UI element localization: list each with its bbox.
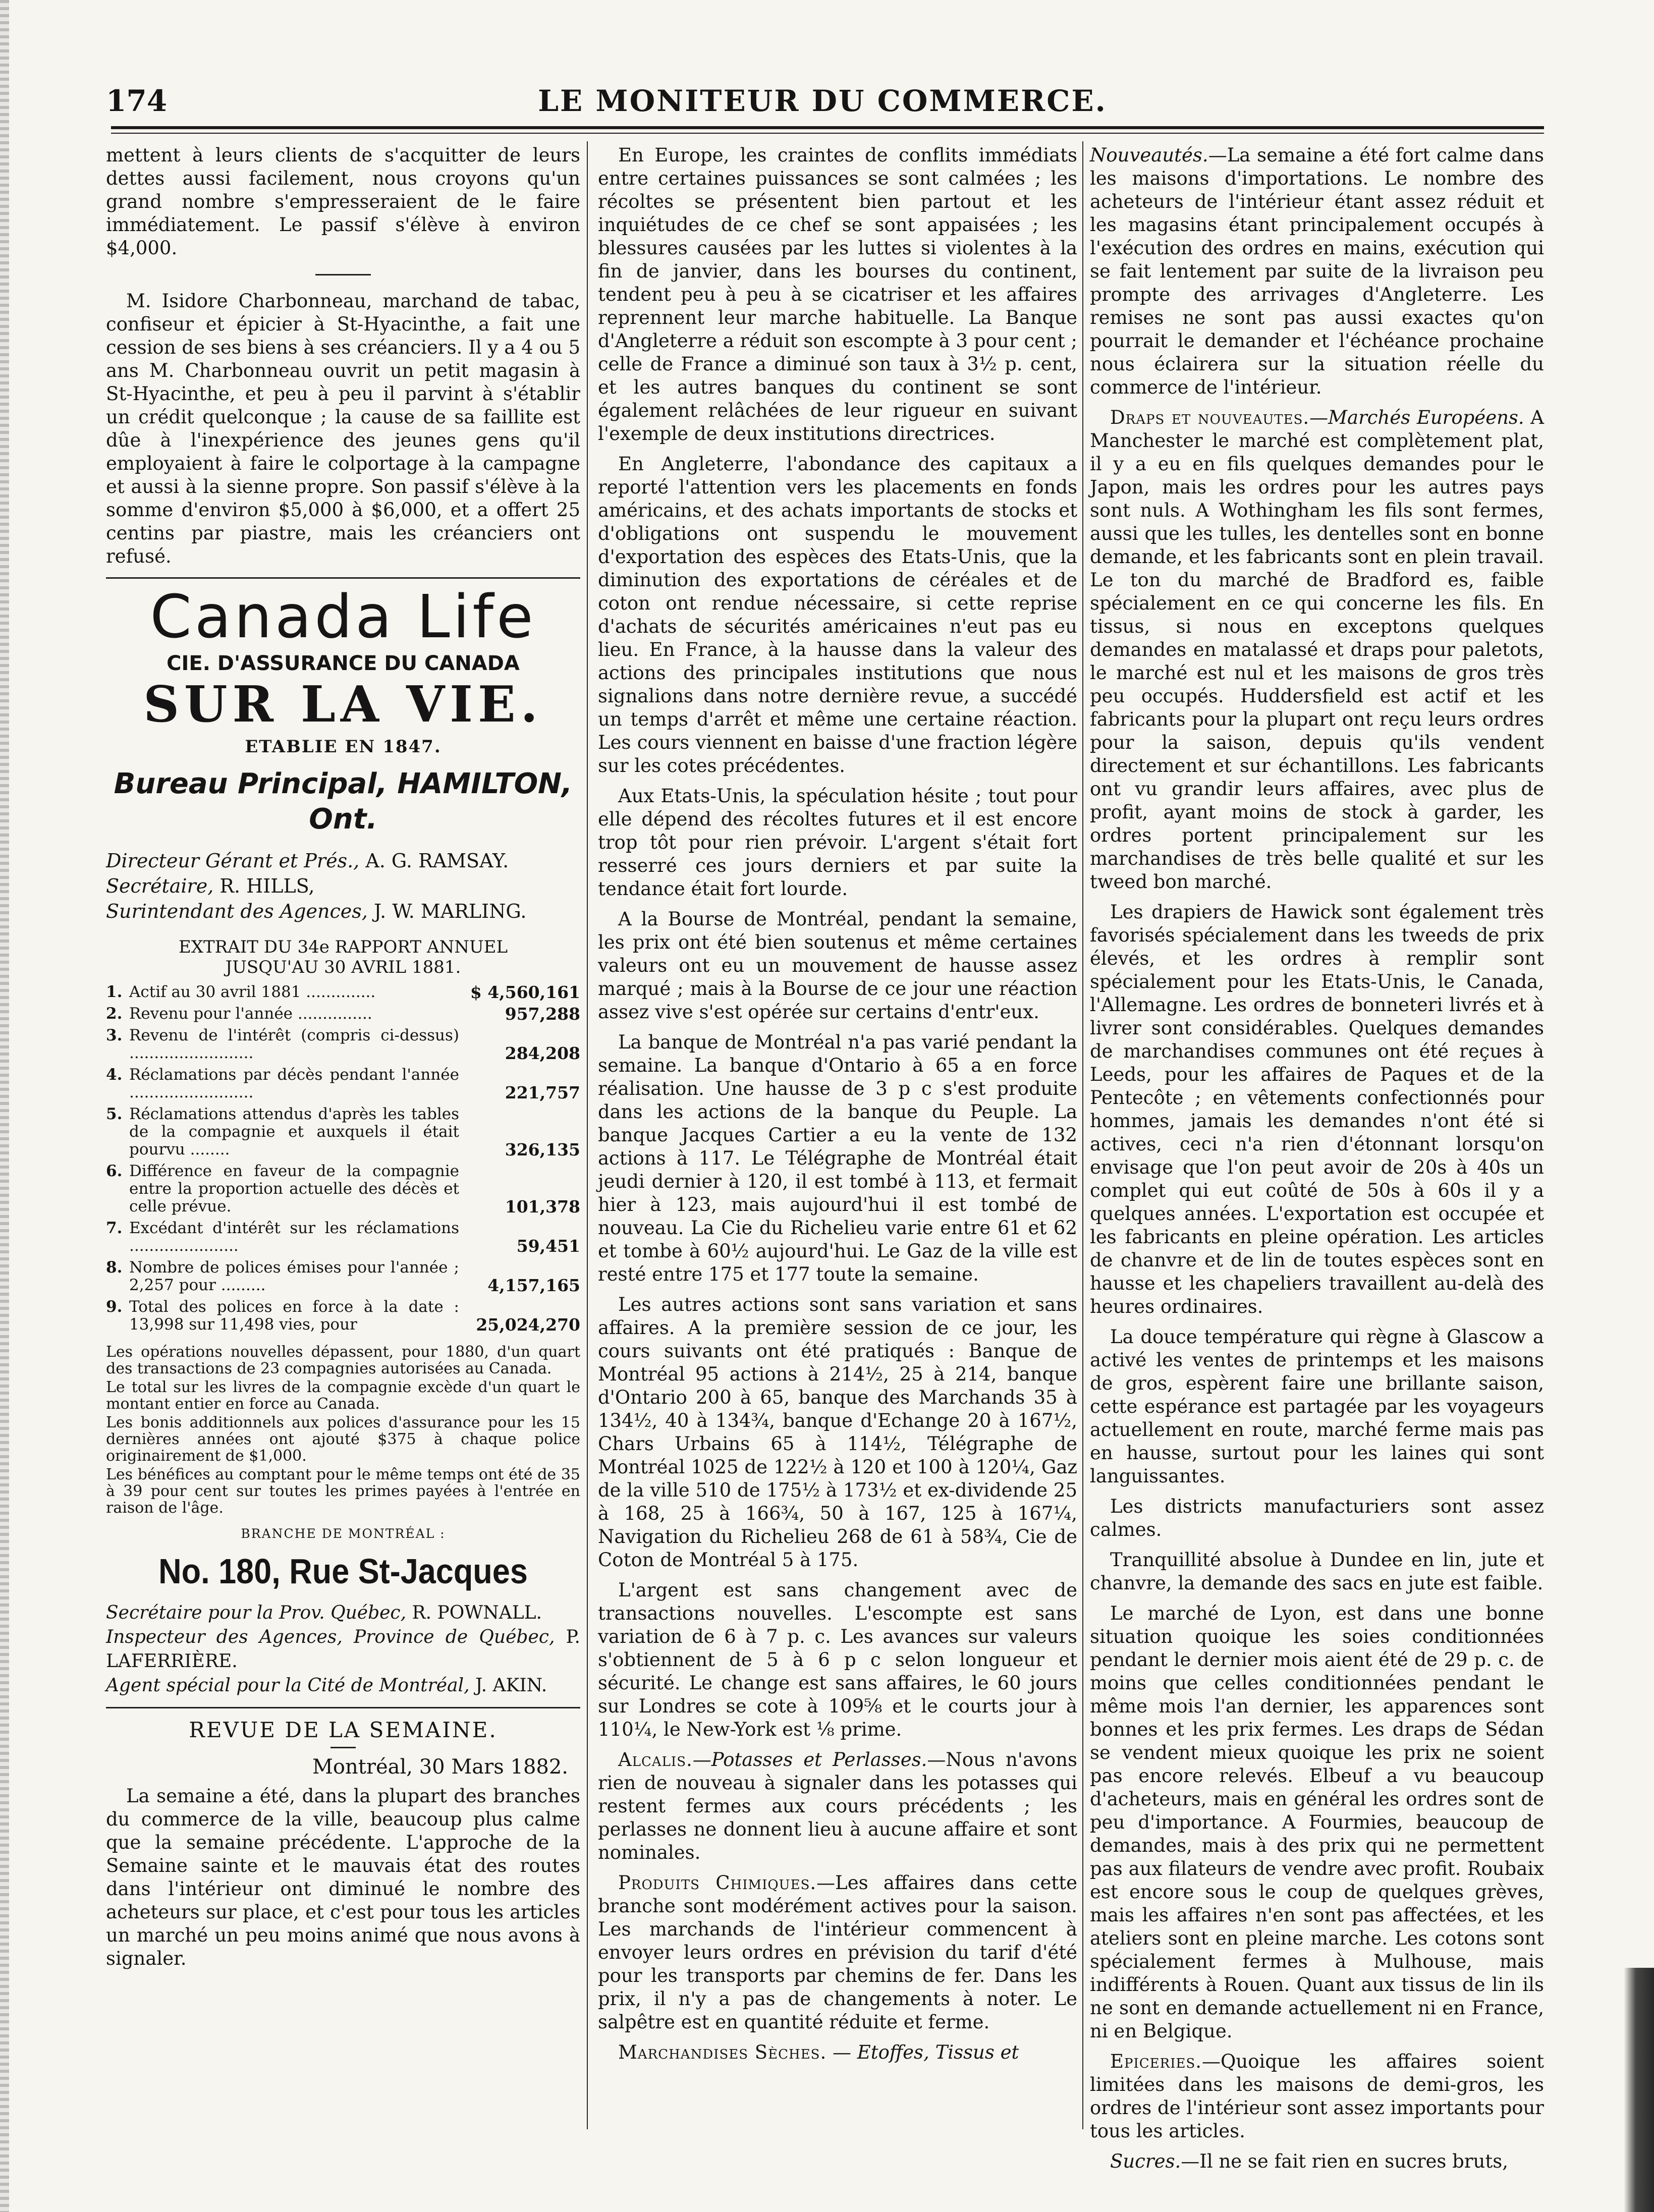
ad-bottom-rule bbox=[106, 1707, 580, 1708]
paragraph: Alcalis.—Potasses et Perlasses.—Nous n'avons rien de nouveau à signaler dans les potasses qui restent fermes aux cours précédents ; les perlasses ne donnent lieu à aucune affaire et sont nominales. bbox=[598, 1749, 1077, 1863]
report-row bbox=[106, 1162, 580, 1219]
paragraph: Tranquillité absolue à Dundee en lin, jute et chanvre, la demande des sacs en jute est faible. bbox=[1090, 1549, 1544, 1594]
paragraph: Produits Chimiques.—Les affaires dans cette branche sont modérément actives pour la saison. Les marchands de l'intérieur commencent à envoyer leurs ordres en prévision du tarif d'été pour les transports par chemins de fer. Dans les prix, il n'y a pas de changements à noter. Le salpêtre est en quantité réduite et ferme. bbox=[598, 1872, 1077, 2033]
report-row-value: $ 4,560,161 bbox=[470, 982, 580, 1002]
paragraph: Les drapiers de Hawick sont également très favorisés spécialement dans les tweeds de prix élevés, et les ordres à remplir sont spécialement pour les Etats-Unis, le Canada, l'Allemagne. Les ordres de bonneteri livrés et à livrer sont considérables. Quelques demandes de marchandises communes ont été reçues à Leeds, pour les affaires de Paques et de la Pentecôte ; en vêtements confectionnés pour hommes, jamais les demandes n'ont été si actives, ceci n'a rien d'étonnant lorsqu'on envisage que l'on peut avoir de 20s à 40s un complet qui eut coûté de 50s à 60s il y a quelques années. L'exportation est occupée et les fabricants en pleine opération. Les articles de chanvre et de lin de toutes espèces sont en hausse et les chapeliers travaillent au-delà des heures ordinaires. bbox=[1090, 901, 1544, 1317]
report-row bbox=[106, 1004, 580, 1026]
branch-label: BRANCHE DE MONTRÉAL : bbox=[241, 1526, 446, 1541]
report-row-number: 5. bbox=[106, 1105, 123, 1123]
header-rule bbox=[111, 126, 1544, 129]
report-row bbox=[106, 982, 580, 1004]
paragraph: A la Bourse de Montréal, pendant la semaine, les prix ont été bien soutenus et même certaines valeurs ont eu un mouvement de hausse assez marqué ; mais à la Bourse de ce jour une réaction assez vive s'est opérée sur certains d'entr'eux. bbox=[598, 908, 1077, 1023]
report-row-label: Réclamations par décès pendant l'année ......................... bbox=[129, 1066, 459, 1101]
ad-agent: Agent spécial pour la Cité de Montréal, J. AKIN. bbox=[106, 1675, 547, 1696]
report-row-number: 7. bbox=[106, 1219, 123, 1237]
paragraph: Sucres.—Il ne se fait rien en sucres bruts, bbox=[1110, 2150, 1508, 2172]
paragraph: Nouveautés.—La semaine a été fort calme dans les maisons d'importations. Le nombre des acheteurs de l'intérieur étant assez réduit et les magasins étant principalement occupés à l'exécution des ordres en mains, exécution qui se fait lentement par suite de la livraison peu prompte des arrivages d'Angleterre. Les remises ne sont pas aussi exactes qu'on pourrait le demander et l'échéance prochaine nous éclairera sur la situation réelle du commerce de l'intérieur. bbox=[1090, 144, 1544, 398]
ad-note: Le total sur les livres de la compagnie excède d'un quart le montant entier en force au Canada. bbox=[106, 1378, 580, 1413]
ad-subtitle: CIE. D'ASSURANCE DU CANADA bbox=[167, 652, 520, 675]
paragraph: mettent à leurs clients de s'acquitter de leurs dettes aussi facilement, nous croyons qu'un grand nombre s'empresseraient de le faire immédiatement. Le passif s'élève à environ $4,000. bbox=[106, 144, 580, 259]
section-title: REVUE DE LA SEMAINE. bbox=[189, 1718, 498, 1742]
scan-edge-left bbox=[0, 0, 9, 2212]
report-row-value: 4,157,165 bbox=[487, 1276, 580, 1295]
canada-life-advertisement bbox=[106, 584, 580, 1698]
column-2 bbox=[598, 144, 1077, 2071]
report-row-value: 25,024,270 bbox=[476, 1315, 580, 1335]
paragraph: Les districts manufacturiers sont assez calmes. bbox=[1090, 1496, 1544, 1540]
report-row-label: Excédant d'intérêt sur les réclamations ...................... bbox=[129, 1219, 459, 1255]
ad-title: Canada Life bbox=[150, 582, 536, 651]
report-row-label: Total des polices en force à la date : 13,998 sur 11,498 vies, pour bbox=[129, 1298, 459, 1334]
journal-title: LE MONITEUR DU COMMERCE. bbox=[538, 84, 1107, 118]
annual-report-table bbox=[106, 982, 580, 1337]
report-row-number: 4. bbox=[106, 1066, 123, 1084]
report-row-value: 326,135 bbox=[505, 1140, 580, 1159]
ad-subtitle-large: SUR LA VIE. bbox=[143, 676, 543, 734]
report-row-number: 9. bbox=[106, 1298, 123, 1316]
ad-agent: Inspecteur des Agences, Province de Québec, P. LAFERRIÈRE. bbox=[106, 1627, 580, 1672]
report-row bbox=[106, 1258, 580, 1297]
report-row-value: 59,451 bbox=[516, 1236, 580, 1256]
report-row-value: 221,757 bbox=[505, 1083, 580, 1102]
paragraph: Epiceries.—Quoique les affaires soient limitées dans les maisons de demi-gros, les ordres de l'intérieur sont assez importants pour tous les articles. bbox=[1090, 2051, 1544, 2142]
column-1 bbox=[106, 144, 580, 1977]
report-row-label: Différence en faveur de la compagnie entre la proportion actuelle des décès et celle prévue. bbox=[129, 1162, 459, 1215]
paragraph: M. Isidore Charbonneau, marchand de tabac, confiseur et épicier à St-Hyacinthe, a fait une cession de ses biens à ses créanciers. Il y a 4 ou 5 ans M. Charbonneau ouvrit un petit magasin à St-Hyacinthe, et peu à peu il parvint à s'établir un crédit quelconque ; la cause de sa faillite est dûe à l'inexpérience des jeunes gens qu'il employaient à faire le colportage à la campagne et aussi à la sienne propre. Son passif s'élève à la somme d'environ $5,000 à $6,000, et a offert 25 centins par piastre, mais les créanciers ont refusé. bbox=[106, 290, 580, 567]
separator bbox=[330, 1747, 356, 1748]
ad-note: Les bonis additionnels aux polices d'assurance pour les 15 dernières années ont ajouté $375 à chaque police originairement de $1,000. bbox=[106, 1414, 580, 1465]
report-row-value: 101,378 bbox=[505, 1197, 580, 1216]
report-row-label: Actif au 30 avril 1881 .............. bbox=[129, 983, 376, 1001]
paragraph: Marchandises Sèches. — Etoffes, Tissus et bbox=[618, 2041, 1019, 2063]
ad-head-office: Bureau Principal, HAMILTON, Ont. bbox=[114, 767, 573, 836]
paragraph: Aux Etats-Unis, la spéculation hésite ; tout pour elle dépend des récoltes futures et il est encore trop tôt pour rien prévoir. L'argent s'était fort resserré ces jours derniers et par suite la tendance était fort lourde. bbox=[598, 785, 1077, 900]
report-row-value: 284,208 bbox=[505, 1043, 580, 1063]
report-row-number: 2. bbox=[106, 1005, 123, 1023]
paragraph: La semaine a été, dans la plupart des branches du commerce de la ville, beaucoup plus calme que la semaine précédente. L'approche de la Semaine sainte et le mauvais état des routes dans l'intérieur ont diminué le nombre des acheteurs sur place, et c'est pour tous les articles un marché un peu moins animé que nous avons à signaler. bbox=[106, 1785, 580, 1969]
page-number: 174 bbox=[106, 84, 168, 118]
column-3 bbox=[1090, 144, 1544, 2180]
report-row bbox=[106, 1065, 580, 1104]
report-row-number: 3. bbox=[106, 1026, 123, 1044]
report-row-label: Revenu de l'intérêt (compris ci-dessus) ......................... bbox=[129, 1026, 459, 1062]
column-divider bbox=[1082, 141, 1083, 2129]
report-row-number: 1. bbox=[106, 983, 123, 1001]
paragraph: Draps et nouveautes.—Marchés Européens. A Manchester le marché est complètement plat, il y a eu en fils quelques demandes pour le Japon, mais les ordres pour les autres pays sont nuls. A Wothingham les fils sont fermes, aussi que les tulles, les dentelles sont en bonne demande, et les fabricants sont en plein travail. Le ton du marché de Bradford es, faible spécialement en ce qui concerne les fils. En tissus, si nous en exceptons quelques demandes en matalassé et draps pour paletots, le marché est nul et les maisons de gros très peu occupés. Huddersfield est actif et les fabricants pour la plupart ont reçu leurs ordres pour la saison, depuis qu'ils vendent directement et sur échantillons. Les fabricants ont vu grandir leurs affaires, avec plus de profit, ayant moins de stock à garder, les ordres portent principalement sur les marchandises de très belle qualité et sur les tweed bon marché. bbox=[1090, 407, 1545, 893]
ad-director: Directeur Gérant et Prés., A. G. RAMSAY. bbox=[106, 850, 509, 872]
report-row-label: Revenu pour l'année ............... bbox=[129, 1005, 372, 1023]
dateline: Montréal, 30 Mars 1882. bbox=[312, 1755, 568, 1779]
report-row-label: Réclamations attendus d'après les tables de la compagnie et auxquels il était pourvu ........ bbox=[129, 1105, 459, 1158]
report-row bbox=[106, 1219, 580, 1258]
report-heading: EXTRAIT DU 34e RAPPORT ANNUEL JUSQU'AU 30 AVRIL 1881. bbox=[178, 937, 508, 977]
ad-note: Les bénéfices au comptant pour le même temps ont été de 35 à 39 pour cent sur toutes les primes payées à l'entrée en raison de l'âge. bbox=[106, 1466, 580, 1517]
header-rule-thin bbox=[111, 133, 1544, 134]
ad-note: Les opérations nouvelles dépassent, pour 1880, d'un quart des transactions de 23 compagnies autorisées au Canada. bbox=[106, 1343, 580, 1377]
paragraph: La douce température qui règne à Glascow a activé les ventes de printemps et les maisons de gros, espèrent faire une brillante saison, cette espérance est partagée par les voyageurs actuellement en route, marché ferme mais pas en hausse, surtout pour les laines qui sont languissantes. bbox=[1090, 1326, 1544, 1487]
paragraph: L'argent est sans changement avec de transactions nouvelles. L'escompte est sans variation de 6 à 7 p. c. Les avances sur valeurs s'obtiennent de 5 à 6 p c selon longueur et sécurité. Le change est sans affaires, le 60 jours sur Londres se cote à 109⅝ et le courts jour à 110¼, le New-York est ⅛ prime. bbox=[598, 1579, 1077, 1740]
paragraph: Les autres actions sont sans variation et sans affaires. A la première session de ce jour, les cours suivants ont été pratiqués : Banque de Montréal 95 actions à 214½, 25 à 214, banque d'Ontario 200 à 65, banque des Marchands 35 à 134½, 40 à 134¾, banque d'Echange 20 à 167½, Chars Urbains 65 à 114½, Télégraphe de Montréal 1025 de 122½ à 120 et 100 à 120¼, Gaz de la ville 510 de 175½ à 173½ et ex-dividende 25 à 168, 25 à 166¾, 50 à 167, 125 à 167¼, Navigation du Richelieu 268 de 61 à 58¾, Cie de Coton de Montréal 5 à 175. bbox=[598, 1294, 1077, 1571]
paragraph: La banque de Montréal n'a pas varié pendant la semaine. La banque d'Ontario à 65 a en force réalisation. Une hausse de 3 p c s'est produite dans les actions de la banque du Peuple. La banque Jacques Cartier a eu la vente de 132 actions à 117. Le Télégraphe de Montréal était jeudi dernier à 120, il est tombé à 113, et fermait hier à 123, mais aujourd'hui il est tombé de nouveau. La Cie du Richelieu varie entre 61 et 62 et tombe à 60½ aujourd'hui. Le Gaz de la ville est resté entre 175 et 177 toute la semaine. bbox=[598, 1031, 1077, 1285]
separator bbox=[315, 274, 371, 275]
report-row bbox=[106, 1104, 580, 1162]
report-row bbox=[106, 1297, 580, 1337]
ad-established: ETABLIE EN 1847. bbox=[245, 737, 442, 757]
report-row-label: Nombre de polices émises pour l'année ; 2,257 pour ......... bbox=[129, 1258, 459, 1294]
report-row bbox=[106, 1026, 580, 1065]
scan-edge-right bbox=[1624, 1968, 1654, 2212]
ad-secretary: Secrétaire, R. HILLS, bbox=[106, 875, 315, 897]
report-row-number: 6. bbox=[106, 1162, 123, 1180]
page-header bbox=[106, 81, 1539, 126]
report-row-number: 8. bbox=[106, 1258, 123, 1277]
paragraph: Le marché de Lyon, est dans une bonne situation quoique les soies conditionnées pendant le dernier mois aient été de 29 p. c. de moins que celles conditionnées pendant le même mois l'an dernier, les apparences sont bonnes et les prix fermes. Les draps de Sédan se vendent mieux quoique les prix ne soient pas encore relevés. Elbeuf a vu beaucoup d'acheteurs, mais en général les ordres sont de peu d'importance. A Fourmies, beaucoup de demandes, mais à des prix qui ne permettent pas aux filateurs de vendre avec profit. Roubaix est encore sous le coup de quelques grèves, mais les affaires n'en sont pas affectées, et les ateliers sont en pleine marche. Les cotons sont spécialement fermes à Mulhouse, mais indifférents à Rouen. Quant aux tissus de lin ils ne sont en demande actuellement ni en France, ni en Belgique. bbox=[1090, 1602, 1544, 2042]
ad-top-rule bbox=[106, 577, 580, 579]
paragraph: En Europe, les craintes de conflits immédiats entre certaines puissances se sont calmées ; les récoltes se présentent bien partout et les inquiétudes de ce chef se sont appaisées ; les blessures causées par les luttes si violentes à la fin de janvier, dans les bourses du continent, tendent peu à peu à se cicatriser et les affaires reprennent leur marche habituelle. La Banque d'Angleterre a réduit son escompte à 3 pour cent ; celle de France a diminué son taux à 3½ p. cent, et les autres banques du continent se sont également relâchées de leur rigueur en suivant l'exemple de deux institutions directrices. bbox=[598, 144, 1077, 445]
column-divider bbox=[587, 141, 588, 2129]
ad-agent: Secrétaire pour la Prov. Québec, R. POWNALL. bbox=[106, 1602, 542, 1623]
paragraph: En Angleterre, l'abondance des capitaux a reporté l'attention vers les placements en fonds américains, et des achats importants de stocks et d'obligations ont suspendu le mouvement d'exportation des espèces des Etats-Unis, que la diminution des exportations de céréales et de coton ont rendue nécessaire, si cette reprise d'achats de sécurités américaines n'eut pas eu lieu. En France, à la hausse dans la valeur des actions des principales institutions que nous signalions dans notre dernière revue, a succédé un temps d'arrêt et même une certaine réaction. Les cours viennent en baisse d'une fraction légère sur les cotes précédentes. bbox=[598, 453, 1077, 777]
branch-address: No. 180, Rue St-Jacques bbox=[158, 1552, 528, 1591]
report-row-value: 957,288 bbox=[505, 1004, 580, 1024]
ad-superintendent: Surintendant des Agences, J. W. MARLING. bbox=[106, 900, 527, 922]
